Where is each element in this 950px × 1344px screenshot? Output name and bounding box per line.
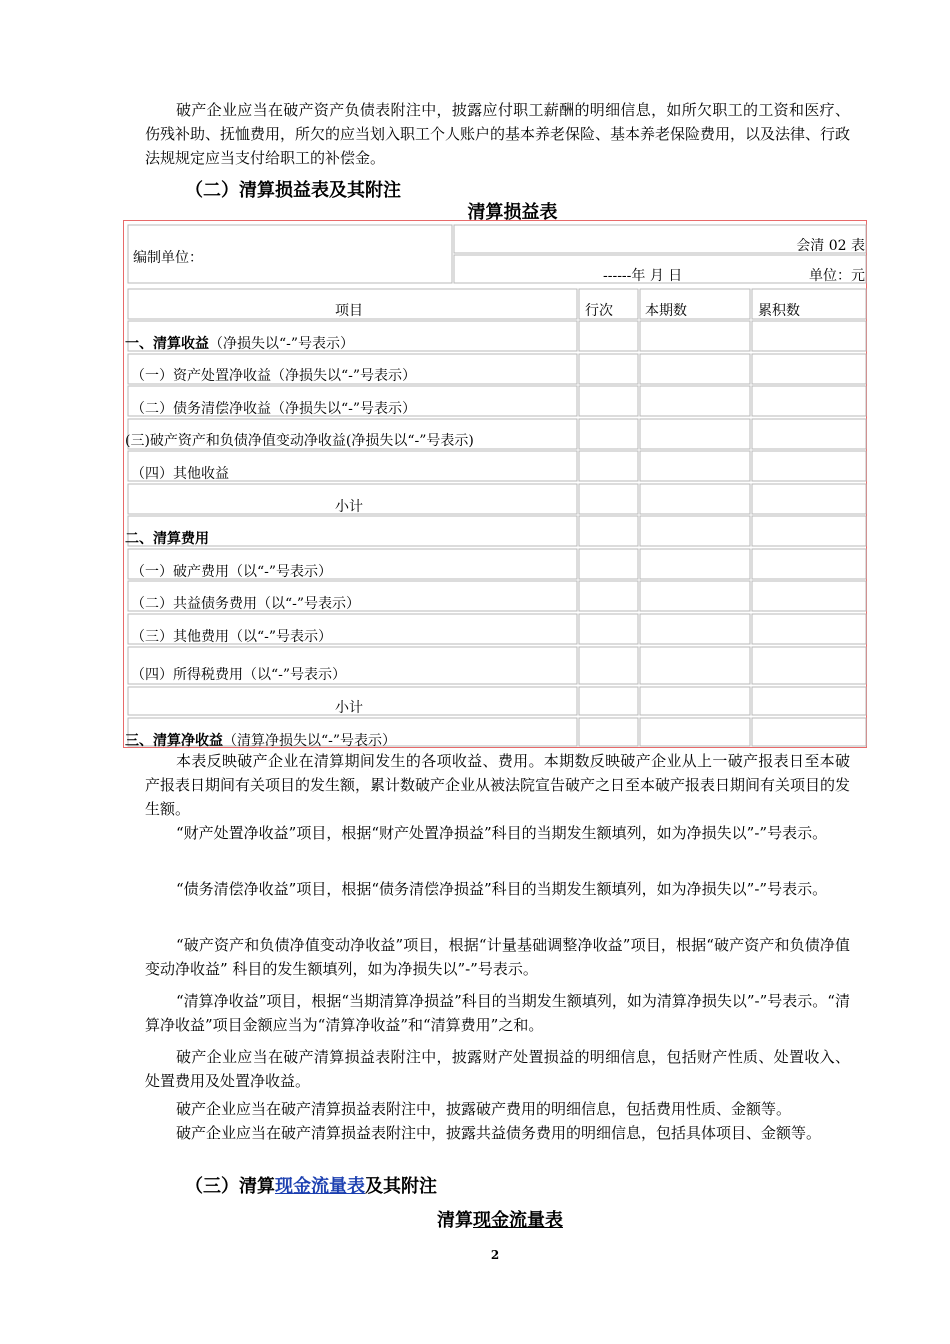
cash-flow-table-title: 清算现金流量表: [437, 1210, 563, 1231]
body-paragraph-5: “清算净收益”项目，根据“当期清算净损益”科目的当期发生额填列，如为清算净损失以”-”号表示。“清算净收益”项目金额应当为“清算净收益”和“清算费用”之和。: [145, 992, 850, 1034]
col-header-item: 项目: [335, 303, 363, 319]
body-paragraph-6: 破产企业应当在破产清算损益表附注中，披露财产处置损益的明细信息，包括财产性质、处置收入、处置费用及处置净收益。: [145, 1048, 850, 1090]
body-paragraph-1: 本表反映破产企业在清算期间发生的各项收益、费用。本期数反映破产企业从上一破产报表日至本破产报表日期间有关项目的发生额，累计数破产企业从被法院宣告破产之日至本破产报表日期间有关项目的发生额。: [145, 752, 851, 818]
col-header-current: 本期数: [645, 303, 687, 319]
row-debt-settlement: （二）债务清偿净收益（净损失以“-”号表示）: [131, 401, 417, 417]
row-income-tax: （四）所得税费用（以“-”号表示）: [131, 667, 347, 683]
row-common-debt-expense: （二）共益债务费用（以“-”号表示）: [131, 596, 361, 612]
col-header-cumulative: 累积数: [758, 303, 800, 319]
row-bankruptcy-expense: （一）破产费用（以“-”号表示）: [131, 564, 333, 580]
row-net-value-change: (三)破产资产和负债净值变动净收益(净损失以“-”号表示): [125, 433, 474, 449]
body-paragraph-2: “财产处置净收益”项目，根据“财产处置净损益”科目的当期发生额填列，如为净损失以”-”号表示。: [176, 824, 828, 842]
section-heading-3: （三）清算现金流量表及其附注: [185, 1176, 437, 1197]
section-heading-2: （二）清算损益表及其附注: [185, 180, 401, 201]
unit-label: 单位：元: [809, 268, 865, 284]
body-paragraph-8: 破产企业应当在破产清算损益表附注中，披露共益债务费用的明细信息，包括具体项目、金额等。: [176, 1124, 822, 1142]
income-statement-table: [123, 220, 867, 748]
row-asset-disposal: （一）资产处置净收益（净损失以“-”号表示）: [131, 368, 417, 384]
page-number: 2: [490, 1248, 500, 1262]
row-other-income: （四）其他收益: [131, 466, 229, 482]
row-subtotal-income: 小计: [335, 499, 363, 515]
cash-flow-link[interactable]: 现金流量表: [275, 1176, 365, 1197]
row-net-liquidation-income: 三、清算净收益（清算净损失以“-”号表示）: [125, 733, 397, 749]
row-subtotal-expense: 小计: [335, 700, 363, 716]
col-header-line-no: 行次: [585, 303, 613, 319]
row-liquidation-expenses: 二、清算费用: [125, 531, 209, 547]
body-paragraph-4: “破产资产和负债净值变动净收益”项目，根据“计量基础调整净收益”项目，根据“破产资产和负债净值变动净收益” 科目的发生额填列，如为净损失以”-”号表示。: [145, 936, 850, 978]
intro-paragraph: 破产企业应当在破产资产负债表附注中，披露应付职工薪酬的明细信息，如所欠职工的工资和医疗、伤残补助、抚恤费用，所欠的应当划入职工个人账户的基本养老保险、基本养老保险费用，以及法律、行政法规规定应当支付给职工的补偿金。: [145, 101, 851, 167]
body-paragraph-3: “债务清偿净收益”项目，根据“债务清偿净损益”科目的当期发生额填列，如为净损失以”-”号表示。: [176, 880, 828, 898]
row-liquidation-income: 一、清算收益（净损失以“-”号表示）: [125, 336, 355, 352]
form-code: 会清 02 表: [796, 238, 865, 254]
body-paragraph-7: 破产企业应当在破产清算损益表附注中，披露破产费用的明细信息，包括费用性质、金额等。: [176, 1100, 792, 1118]
row-other-expense: （三）其他费用（以“-”号表示）: [131, 629, 333, 645]
cash-flow-title-link[interactable]: 现金流量表: [473, 1210, 563, 1231]
org-label: 编制单位：: [133, 250, 203, 266]
date-line: ------年 月 日: [603, 268, 683, 284]
table-title: 清算损益表: [467, 202, 558, 223]
